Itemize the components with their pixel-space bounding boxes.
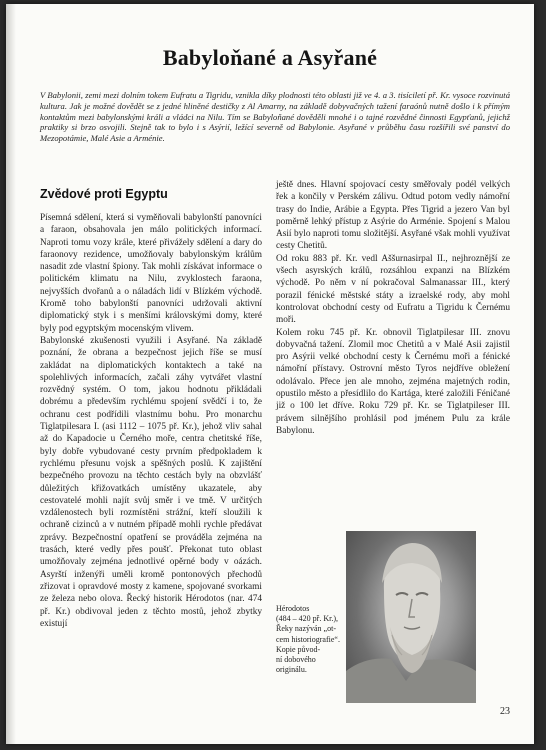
left-paragraph-1: Písemná sdělení, která si vyměňovali babylonští panovníci a faraon, obsahovala jen málo politických informací. Naproti tomu vozy krále, které přivážely sdělení a dary do faraonovy rezidence, umožňovaly babylonským králům nasadit zde vlastní špiony. Tak mohli získávat informace o politickém klimatu na Nilu, zvyklostech faraona, nejvyšších dvořanů a o náladách lidí v Blízkém východě. Kromě toho babylonští panovníci udržovali aktivní diplomatický styk i s menšími královskými domy, které byly pod egyptským mocenským vlivem.	[40, 213, 262, 334]
caption-line: ní dobového	[276, 655, 316, 665]
caption-line: Řeky nazýván „ot-	[276, 624, 336, 634]
caption-line: originálu.	[276, 665, 307, 675]
caption-line: Hérodotos	[276, 604, 310, 613]
page-number: 23	[500, 706, 510, 717]
herodotus-bust-photo	[346, 531, 476, 703]
page-spine-shadow	[6, 4, 16, 744]
photo-caption	[276, 604, 346, 675]
left-column	[40, 212, 262, 630]
section-heading: Zvědové proti Egyptu	[40, 187, 168, 201]
right-paragraph-2: Od roku 883 př. Kr. vedl Aššurnasirpal II., nejhroznější ze všech asyrských králů, rozsáhlou expanzi na Blízkém východě. Po něm v ní pokračoval Salmanassar III., který porazil fénické městské státy a izraelské rody, aby mohl kontrolovat obchodní cesty od Eufratu a Tigridu k Černému moři.	[276, 253, 510, 326]
right-paragraph-3: Kolem roku 745 př. Kr. obnovil Tiglatpilesar III. znovu dobyvačná tažení. Zlomil moc Chetitů a v Malé Asii zajistil pro Asýrii velké obchodní cesty k Černému moři a fénické námořní přístavy. Ostrovní město Tyros nejdříve obležení odolávalo. Přece jen ale mnoho, zejména majetných rodin, opustilo město a přesídlilo do Kartága, které založili Féničané již o 100 let dříve. Roku 729 př. Kr. se Tiglatpileser III. právem silnějšího prohlásil pod jménem Pulu za krále Babylonu.	[276, 327, 510, 436]
bust-illustration	[346, 531, 476, 703]
book-page	[6, 4, 534, 744]
right-paragraph-1: ještě dnes. Hlavní spojovací cesty směřovaly podél velkých řek a končily v Perském zálivu. Odtud potom vedly námořní trasy do Indie, Arábie a Egypta. Přes Tigrid a jezero Van byl poměrně lehký přístup z Asýrie do Arménie. Spojení s Malou Asií bylo naproti tomu složitější. Asyřané však mohli využívat cesty Chetitů.	[276, 180, 510, 252]
left-paragraph-2: Babylonské zkušenosti využili i Asyřané. Na základě poznání, že obrana a bezpečnost jejich říše se musí zakládat na diplomatických kontaktech a také na spolehlivých informacích, začali záhy vytvářet vlastní rozvědný systém. O tom, jakou hodnotu přikládali dobrému a především rychlému spojení svědčí i to, že ochranu cest podřídili vlastnímu bohu. Pro monarchu Tiglatpilesara I. (asi 1112 – 1075 př. Kr.), jehož vliv sahal až do Kapadocie u Černého moře, centra chetitské říše, byly dobře vybudované cesty prvním předpokladem k rychlému přesunu vojsk a spěšných poslů. K zajištění bezpečného provozu na těchto cestách byly na obzvlášť důležitých křižovatkách umístěny ukazatele, aby cestovatelé mohli najít svůj směr i ve tmě. V určitých vzdálenostech byli rozmístěni strážní, kteří sloužili k ochraně cizinců a v nutném případě mohli rychle předávat zprávy. Bezpečnostní opatření se prováděla zejména na trasách, které vedly přes poušť. Překonat tuto oblast umožňovaly zejména jednotlivé opěrné body v oázách. Asyrští inženýři uměli kromě pontonových přechodů zřizovat i opravdové mosty z kamene, spojované svorkami ze železa nebo olova. Řecký historik Hérodotos (nar. 474 př. Kr.) obdivoval jeden z těchto mostů, jehož zbytky existují	[40, 335, 262, 629]
intro-paragraph: V Babylonii, zemi mezi dolním tokem Eufratu a Tigridu, vznikla díky plodnosti této oblasti již ve 4. a 3. tisíciletí př. Kr. vysoce rozvinutá kultura. Jak je možné dovědět se z jedné hliněné destičky z Al Amarny, na základě dobyvačných tažení faraónů nutně došlo i k přímým kontaktům mezi babylonskými králi a vládci na Nilu. Tím se Babyloňané dověděli mnohé i o tajné rozvědné činnosti Egypťanů, jejichž praktiky si brzo osvojili. Stejně tak to bylo i s Asýrií, ležící severně od Babylonie. Asyřané v průběhu času rozšířili své panství do Mezopotámie, Malé Asie a Arménie.	[40, 90, 510, 144]
right-column	[276, 179, 510, 437]
chapter-title: Babyloňané a Asyřané	[162, 45, 378, 70]
caption-line: cem historiografie“.	[276, 634, 340, 644]
caption-line: Kopie původ-	[276, 644, 321, 654]
caption-line: (484 – 420 př. Kr.),	[276, 614, 338, 624]
